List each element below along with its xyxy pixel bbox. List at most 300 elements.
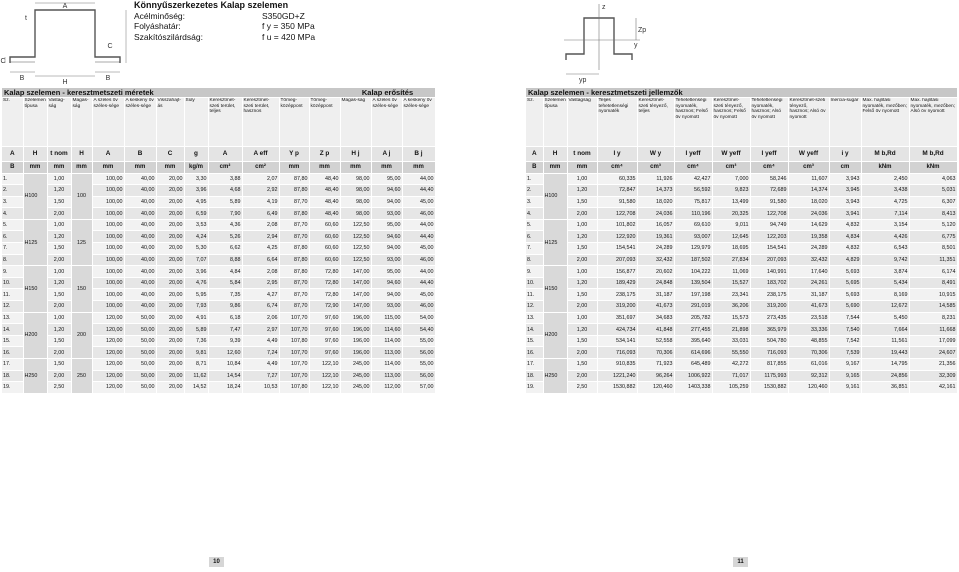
value-cell: 87,80 <box>279 208 309 220</box>
value-cell: 40,00 <box>124 185 156 197</box>
value-cell: 3,943 <box>829 173 861 185</box>
value-cell: 424,734 <box>597 324 637 336</box>
value-cell: 70,306 <box>788 347 829 359</box>
spec-value: f y = 350 MPa <box>262 21 315 31</box>
value-cell: 154,541 <box>597 243 637 255</box>
value-cell: 23,518 <box>788 312 829 324</box>
spec-label: Folyáshatár: <box>134 21 181 31</box>
value-cell: 7,664 <box>861 324 909 336</box>
column-header: Keresztmet-szeti tényező, teljes <box>637 98 674 146</box>
value-cell: 55,00 <box>402 335 435 347</box>
row-number: 13. <box>526 312 543 324</box>
dim-label-a: A <box>62 3 68 10</box>
value-cell: 6,62 <box>208 243 242 255</box>
column-unit: mm <box>47 161 71 173</box>
value-cell: 5,693 <box>829 289 861 301</box>
table-row <box>526 219 957 231</box>
value-cell: 2,06 <box>242 312 279 324</box>
row-number: 19. <box>2 382 23 394</box>
column-symbol: H j <box>340 146 371 161</box>
height-cell: 250 <box>71 359 92 394</box>
value-cell: 40,00 <box>124 243 156 255</box>
row-number: 2. <box>526 185 543 197</box>
thickness-cell: 1,20 <box>567 324 597 336</box>
value-cell: 7,114 <box>861 208 909 220</box>
column-header: A keskeny öv széles-sége <box>124 98 156 146</box>
thickness-cell: 1,00 <box>47 312 71 324</box>
value-cell: 319,200 <box>750 301 788 313</box>
value-cell: 94,00 <box>371 289 402 301</box>
column-unit: cm <box>829 161 861 173</box>
value-cell: 17,640 <box>788 266 829 278</box>
column-header: A széles öv széles-sége <box>371 98 402 146</box>
left-dimensions-table <box>2 98 436 394</box>
column-header: Tömeg-középpont <box>279 98 309 146</box>
unit-row <box>2 161 435 173</box>
column-unit: kNm <box>909 161 957 173</box>
value-cell: 91,580 <box>597 196 637 208</box>
thickness-cell: 1,50 <box>47 335 71 347</box>
spec-value: f u = 420 MPa <box>262 31 316 42</box>
thickness-cell: 1,00 <box>567 173 597 185</box>
value-cell: 4,834 <box>829 231 861 243</box>
value-cell: 33,031 <box>712 335 750 347</box>
value-cell: 7,93 <box>184 301 208 313</box>
thickness-cell: 1,00 <box>567 266 597 278</box>
hat-axes-drawing <box>562 0 652 84</box>
row-number: 17. <box>526 359 543 371</box>
value-cell: 3,438 <box>861 185 909 197</box>
value-cell: 98,00 <box>340 196 371 208</box>
value-cell: 87,80 <box>279 185 309 197</box>
value-cell: 100,00 <box>92 289 124 301</box>
row-number: 15. <box>526 335 543 347</box>
table-row <box>2 185 435 197</box>
value-cell: 40,00 <box>124 219 156 231</box>
value-cell: 40,00 <box>124 266 156 278</box>
value-cell: 196,00 <box>340 312 371 324</box>
axis-label-yp: yp <box>579 77 587 84</box>
value-cell: 8,501 <box>909 243 957 255</box>
value-cell: 9,167 <box>829 359 861 371</box>
hat-profile-drawing <box>0 0 130 88</box>
column-header: Visszahajt-ás <box>156 98 184 146</box>
value-cell: 5,450 <box>861 312 909 324</box>
row-number: 11. <box>2 289 23 301</box>
value-cell: 351,697 <box>597 312 637 324</box>
value-cell: 8,71 <box>184 359 208 371</box>
value-cell: 40,00 <box>124 254 156 266</box>
thickness-cell: 1,00 <box>567 312 597 324</box>
value-cell: 129,979 <box>674 243 712 255</box>
value-cell: 21,898 <box>712 324 750 336</box>
value-cell: 34,683 <box>637 312 674 324</box>
column-unit: B <box>2 161 23 173</box>
value-cell: 44,40 <box>402 277 435 289</box>
value-cell: 14,373 <box>637 185 674 197</box>
value-cell: 50,00 <box>124 312 156 324</box>
value-cell: 3,154 <box>861 219 909 231</box>
value-cell: 6,543 <box>861 243 909 255</box>
column-header: Sz. <box>2 98 23 146</box>
value-cell: 14,52 <box>184 382 208 394</box>
value-cell: 1403,338 <box>674 382 712 394</box>
value-cell: 40,00 <box>124 289 156 301</box>
column-symbol: A eff <box>242 146 279 161</box>
value-cell: 40,00 <box>124 196 156 208</box>
value-cell: 120,00 <box>92 335 124 347</box>
thickness-cell: 1,20 <box>567 231 597 243</box>
thickness-cell: 2,00 <box>47 301 71 313</box>
thickness-cell: 2,00 <box>567 254 597 266</box>
column-unit: mm <box>92 161 124 173</box>
value-cell: 122,10 <box>309 359 340 371</box>
value-cell: 6,59 <box>184 208 208 220</box>
value-cell: 2,97 <box>242 324 279 336</box>
value-cell: 20,00 <box>156 359 184 371</box>
value-cell: 4,68 <box>208 185 242 197</box>
value-cell: 4,49 <box>242 359 279 371</box>
column-header: Sz. <box>526 98 543 146</box>
column-symbol: H <box>23 146 47 161</box>
value-cell: 87,80 <box>279 254 309 266</box>
value-cell: 205,782 <box>674 312 712 324</box>
value-cell: 72,90 <box>309 301 340 313</box>
height-cell: 100 <box>71 173 92 219</box>
spec-label: Acélminőség: <box>134 10 186 21</box>
value-cell: 14,629 <box>788 219 829 231</box>
value-cell: 87,80 <box>279 173 309 185</box>
value-cell: 69,610 <box>674 219 712 231</box>
value-cell: 98,00 <box>340 173 371 185</box>
row-number: 4. <box>526 208 543 220</box>
spec-row <box>134 32 315 43</box>
value-cell: 94,00 <box>371 243 402 255</box>
table-row <box>526 324 957 336</box>
value-cell: 11,069 <box>712 266 750 278</box>
dim-label-c: C <box>0 58 6 65</box>
height-cell: 200 <box>71 312 92 358</box>
value-cell: 8,413 <box>909 208 957 220</box>
column-symbol: A <box>526 146 543 161</box>
value-cell: 105,259 <box>712 382 750 394</box>
thickness-cell: 2,00 <box>567 208 597 220</box>
value-cell: 7,90 <box>208 208 242 220</box>
value-cell: 98,00 <box>340 185 371 197</box>
column-header: Keresztmet-szeti terület, hasznos <box>242 98 279 146</box>
value-cell: 147,00 <box>340 301 371 313</box>
value-cell: 120,00 <box>92 347 124 359</box>
value-cell: 4,832 <box>829 219 861 231</box>
value-cell: 9,81 <box>184 347 208 359</box>
value-cell: 46,00 <box>402 208 435 220</box>
value-cell: 97,60 <box>309 312 340 324</box>
thickness-cell: 1,50 <box>47 243 71 255</box>
value-cell: 107,70 <box>279 312 309 324</box>
value-cell: 207,093 <box>597 254 637 266</box>
value-cell: 41,673 <box>788 301 829 313</box>
value-cell: 24,036 <box>788 208 829 220</box>
value-cell: 72,80 <box>309 289 340 301</box>
value-cell: 72,80 <box>309 277 340 289</box>
value-cell: 9,742 <box>861 254 909 266</box>
axis-label-y: y <box>634 42 638 49</box>
value-cell: 18,24 <box>208 382 242 394</box>
row-number: 16. <box>2 347 23 359</box>
value-cell: 2,95 <box>242 277 279 289</box>
value-cell: 120,00 <box>92 370 124 382</box>
value-cell: 5,120 <box>909 219 957 231</box>
profile-type: H125 <box>543 219 567 265</box>
column-unit: cm² <box>242 161 279 173</box>
value-cell: 20,00 <box>156 347 184 359</box>
left-section-title2-text: Kalap erősítés <box>361 88 414 97</box>
value-cell: 18,020 <box>637 196 674 208</box>
value-cell: 42,427 <box>674 173 712 185</box>
value-cell: 5,89 <box>208 196 242 208</box>
value-cell: 291,019 <box>674 301 712 313</box>
value-cell: 122,920 <box>597 231 637 243</box>
value-cell: 71,017 <box>712 370 750 382</box>
value-cell: 93,00 <box>371 301 402 313</box>
height-cell: 150 <box>71 266 92 312</box>
value-cell: 20,00 <box>156 173 184 185</box>
value-cell: 42,161 <box>909 382 957 394</box>
column-symbol: B <box>124 146 156 161</box>
column-unit: cm⁴ <box>674 161 712 173</box>
value-cell: 147,00 <box>340 277 371 289</box>
value-cell: 98,00 <box>340 208 371 220</box>
thickness-cell: 1,50 <box>567 359 597 371</box>
value-cell: 614,696 <box>674 347 712 359</box>
value-cell: 48,40 <box>309 173 340 185</box>
value-cell: 20,00 <box>156 335 184 347</box>
value-cell: 87,70 <box>279 289 309 301</box>
value-cell: 395,640 <box>674 335 712 347</box>
value-cell: 24,848 <box>637 277 674 289</box>
value-cell: 40,00 <box>124 208 156 220</box>
value-cell: 32,309 <box>909 370 957 382</box>
value-cell: 14,54 <box>208 370 242 382</box>
thickness-cell: 2,00 <box>47 254 71 266</box>
value-cell: 645,489 <box>674 359 712 371</box>
column-symbol: H <box>71 146 92 161</box>
value-cell: 147,00 <box>340 289 371 301</box>
table-row <box>526 347 957 359</box>
column-unit: kNm <box>861 161 909 173</box>
table-row <box>526 277 957 289</box>
column-symbol: I yeff <box>674 146 712 161</box>
column-symbol: Z p <box>309 146 340 161</box>
column-symbol: H <box>543 146 567 161</box>
row-number: 3. <box>526 196 543 208</box>
table-row <box>526 335 957 347</box>
column-header: Keresztmet-szeti terület, teljes <box>208 98 242 146</box>
value-cell: 55,550 <box>712 347 750 359</box>
value-cell: 197,198 <box>674 289 712 301</box>
value-cell: 196,00 <box>340 335 371 347</box>
value-cell: 11,561 <box>861 335 909 347</box>
value-cell: 122,203 <box>750 231 788 243</box>
value-cell: 245,00 <box>340 359 371 371</box>
value-cell: 17,099 <box>909 335 957 347</box>
value-cell: 6,74 <box>242 301 279 313</box>
value-cell: 95,00 <box>371 173 402 185</box>
table-row <box>526 208 957 220</box>
table-row <box>526 231 957 243</box>
value-cell: 45,00 <box>402 243 435 255</box>
column-symbol: t nom <box>47 146 71 161</box>
value-cell: 5,30 <box>184 243 208 255</box>
value-cell: 3,945 <box>829 185 861 197</box>
value-cell: 4,76 <box>184 277 208 289</box>
value-cell: 20,00 <box>156 277 184 289</box>
value-cell: 93,00 <box>371 254 402 266</box>
value-cell: 100,00 <box>92 277 124 289</box>
value-cell: 238,175 <box>750 289 788 301</box>
value-cell: 93,00 <box>371 208 402 220</box>
value-cell: 100,00 <box>92 301 124 313</box>
value-cell: 101,802 <box>597 219 637 231</box>
row-number: 10. <box>2 277 23 289</box>
value-cell: 122,708 <box>597 208 637 220</box>
table-row <box>2 196 435 208</box>
value-cell: 40,00 <box>124 231 156 243</box>
table-row <box>2 335 435 347</box>
value-cell: 40,00 <box>124 301 156 313</box>
value-cell: 60,335 <box>597 173 637 185</box>
value-cell: 15,527 <box>712 277 750 289</box>
value-cell: 72,689 <box>750 185 788 197</box>
value-cell: 87,70 <box>279 301 309 313</box>
value-cell: 104,222 <box>674 266 712 278</box>
value-cell: 114,00 <box>371 335 402 347</box>
value-cell: 24,289 <box>637 243 674 255</box>
value-cell: 154,541 <box>750 243 788 255</box>
row-number: 1. <box>2 173 23 185</box>
value-cell: 42,272 <box>712 359 750 371</box>
value-cell: 107,70 <box>279 370 309 382</box>
value-cell: 75,817 <box>674 196 712 208</box>
row-number: 12. <box>2 301 23 313</box>
value-cell: 57,00 <box>402 382 435 394</box>
value-cell: 1175,993 <box>750 370 788 382</box>
row-number: 4. <box>2 208 23 220</box>
column-unit: B <box>526 161 543 173</box>
value-cell: 31,187 <box>637 289 674 301</box>
value-cell: 7,544 <box>829 312 861 324</box>
value-cell: 6,64 <box>242 254 279 266</box>
value-cell: 5,693 <box>829 266 861 278</box>
value-cell: 5,95 <box>184 289 208 301</box>
value-cell: 114,60 <box>371 324 402 336</box>
value-cell: 5,695 <box>829 277 861 289</box>
table-row <box>2 266 435 278</box>
value-cell: 100,00 <box>92 173 124 185</box>
value-cell: 94,60 <box>371 277 402 289</box>
row-number: 14. <box>526 324 543 336</box>
table-row <box>526 173 957 185</box>
row-number: 9. <box>2 266 23 278</box>
table-row <box>526 312 957 324</box>
value-cell: 1530,882 <box>750 382 788 394</box>
value-cell: 7,47 <box>208 324 242 336</box>
column-header: Inercia-sugár <box>829 98 861 146</box>
value-cell: 504,780 <box>750 335 788 347</box>
table-row <box>526 359 957 371</box>
value-cell: 319,200 <box>597 301 637 313</box>
value-cell: 15,573 <box>712 312 750 324</box>
right-properties-table <box>526 98 958 394</box>
value-cell: 94,00 <box>371 196 402 208</box>
value-cell: 54,00 <box>402 312 435 324</box>
value-cell: 11,607 <box>788 173 829 185</box>
value-cell: 112,00 <box>371 382 402 394</box>
value-cell: 20,00 <box>156 301 184 313</box>
value-cell: 113,00 <box>371 347 402 359</box>
value-cell: 14,374 <box>788 185 829 197</box>
thickness-cell: 1,50 <box>47 196 71 208</box>
column-symbol: I y <box>597 146 637 161</box>
value-cell: 11,351 <box>909 254 957 266</box>
column-header: Max. hajlítási nyomaték, mezőben; Alsó öv nyomott <box>909 98 957 146</box>
value-cell: 20,00 <box>156 289 184 301</box>
row-number: 17. <box>2 359 23 371</box>
value-cell: 4,832 <box>829 243 861 255</box>
value-cell: 20,00 <box>156 324 184 336</box>
value-cell: 3,88 <box>208 173 242 185</box>
document-title: Könnyűszerkezetes Kalap szelemen <box>134 0 289 10</box>
column-header: Max. hajlítási nyomaték, mezőben; Felső öv nyomott <box>861 98 909 146</box>
value-cell: 4,063 <box>909 173 957 185</box>
table-row <box>526 196 957 208</box>
value-cell: 196,00 <box>340 347 371 359</box>
column-symbol: W yeff <box>712 146 750 161</box>
value-cell: 1530,882 <box>597 382 637 394</box>
profile-type: H125 <box>23 219 47 265</box>
header-row <box>526 98 957 146</box>
value-cell: 107,80 <box>279 382 309 394</box>
value-cell: 4,19 <box>242 196 279 208</box>
document-header <box>134 0 315 42</box>
thickness-cell: 2,00 <box>567 347 597 359</box>
column-symbol: B j <box>402 146 435 161</box>
value-cell: 4,24 <box>184 231 208 243</box>
value-cell: 94,60 <box>371 185 402 197</box>
page-number-left: 10 <box>209 557 224 567</box>
thickness-cell: 1,00 <box>47 266 71 278</box>
row-number: 8. <box>526 254 543 266</box>
column-symbol: A <box>208 146 242 161</box>
value-cell: 18,020 <box>788 196 829 208</box>
value-cell: 60,60 <box>309 231 340 243</box>
value-cell: 33,336 <box>788 324 829 336</box>
column-symbol: W yeff <box>788 146 829 161</box>
value-cell: 27,834 <box>712 254 750 266</box>
right-section-title <box>526 88 957 97</box>
value-cell: 114,00 <box>371 359 402 371</box>
value-cell: 97,60 <box>309 324 340 336</box>
value-cell: 273,435 <box>750 312 788 324</box>
value-cell: 56,00 <box>402 347 435 359</box>
value-cell: 7,07 <box>184 254 208 266</box>
value-cell: 54,40 <box>402 324 435 336</box>
value-cell: 44,00 <box>402 219 435 231</box>
value-cell: 45,00 <box>402 289 435 301</box>
column-header: A széles öv széles-sége <box>92 98 124 146</box>
row-number: 15. <box>2 335 23 347</box>
value-cell: 4,84 <box>208 266 242 278</box>
